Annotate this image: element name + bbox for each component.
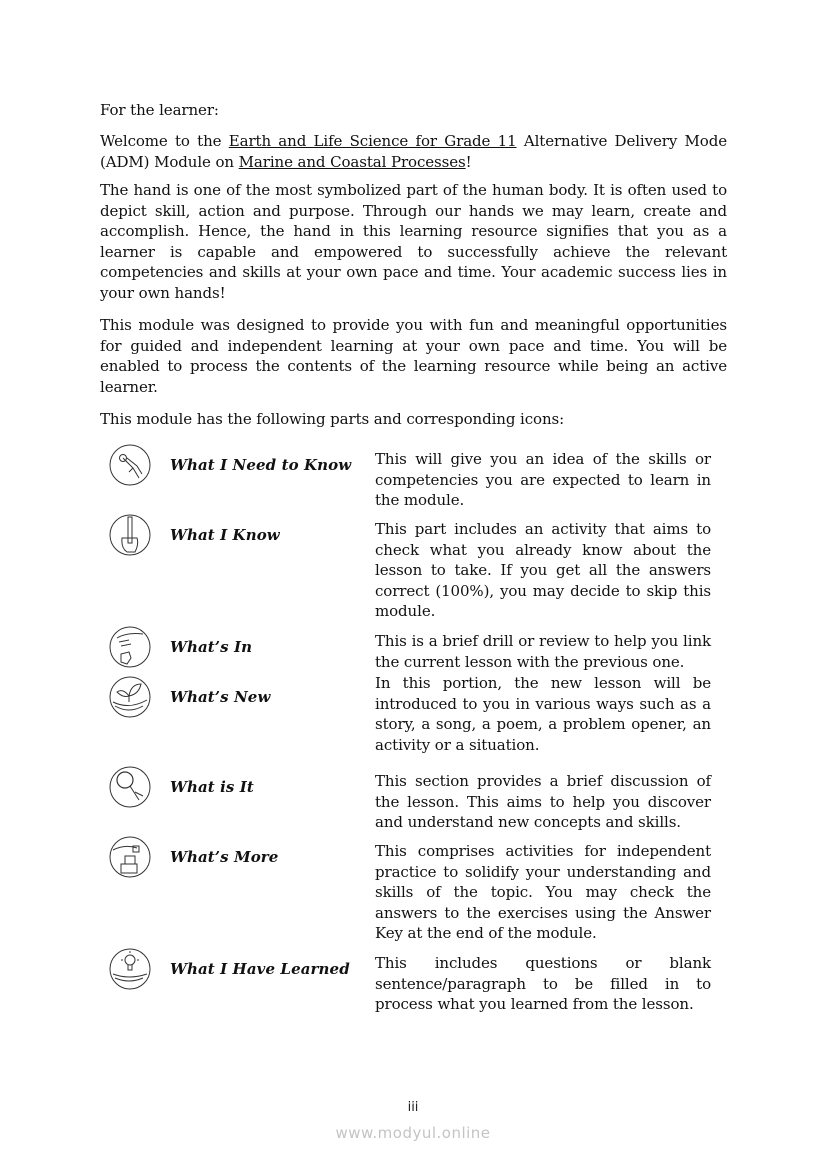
hand-paragraph: The hand is one of the most symbolized part of the human body. It is often used to depict skill, action and purpose. Through our hands we may learn, create and accomplish. Hence, the hand in this learning resource signifies that you as a learner is capable and empowered to successfully achieve the relevant competencies and skills at your own pace and time. Your academic success lies in your own hands! xyxy=(100,181,727,302)
parts-intro: This module has the following parts and corresponding icons: xyxy=(100,410,565,428)
welcome-text-mid: Alternative Delivery Mode (ADM) Module on xyxy=(100,132,727,171)
part-label: What’s New xyxy=(170,688,271,706)
module-title: Marine and Coastal Processes xyxy=(238,152,466,171)
part-description: This includes questions or blank sentence/paragraph to be filled in to process what you learned from the lesson. xyxy=(375,954,711,1014)
part-label: What I Have Learned xyxy=(170,960,350,978)
part-description: This comprises activities for independent practice to solidify your understanding and skills of the topic. You may check the answers to the exercises using the Answer Key at the end of the module. xyxy=(375,842,711,943)
course-title: Earth and Life Science for Grade 11 xyxy=(228,132,517,150)
part-description: This part includes an activity that aims to check what you already know about the lesson to take. If you get all the answers correct (100%), you may decide to skip this module. xyxy=(375,520,711,621)
welcome-text-pre: Welcome to the xyxy=(100,132,229,150)
welcome-paragraph xyxy=(100,131,727,172)
intro-heading: For the learner: xyxy=(100,101,219,119)
hand-lightbulb-icon xyxy=(109,948,151,990)
part-description: In this portion, the new lesson will be introduced to you in various ways such as a story, a song, a poem, a problem opener, an activity or a situation. xyxy=(375,674,711,754)
part-description: This will give you an idea of the skills or competencies you are expected to learn in the module. xyxy=(375,450,711,510)
welcome-text-post: ! xyxy=(465,152,472,171)
part-description: This is a brief drill or review to help you link the current lesson with the previous one. xyxy=(375,632,711,671)
hand-magnifier-icon xyxy=(109,766,151,808)
hand-holding-pencil-icon xyxy=(109,514,151,556)
hand-puzzle-icon xyxy=(109,626,151,668)
hand-blocks-icon xyxy=(109,836,151,878)
part-label: What I Know xyxy=(170,526,280,544)
module-paragraph: This module was designed to provide you with fun and meaningful opportunities for guided and independent learning at your own pace and time. You will be enabled to process the contents of the learning resource while being an active learner. xyxy=(100,316,727,396)
part-label: What I Need to Know xyxy=(170,456,352,474)
part-label: What’s In xyxy=(170,638,253,656)
hand-plant-icon xyxy=(109,676,151,718)
part-description: This section provides a brief discussion of the lesson. This aims to help you discover and understand new concepts and skills. xyxy=(375,772,711,832)
hand-pointing-icon xyxy=(109,444,151,486)
part-label: What’s More xyxy=(170,848,279,866)
watermark: www.modyul.online xyxy=(335,1124,491,1142)
page-number: iii xyxy=(407,1100,419,1115)
part-label: What is It xyxy=(170,778,254,796)
